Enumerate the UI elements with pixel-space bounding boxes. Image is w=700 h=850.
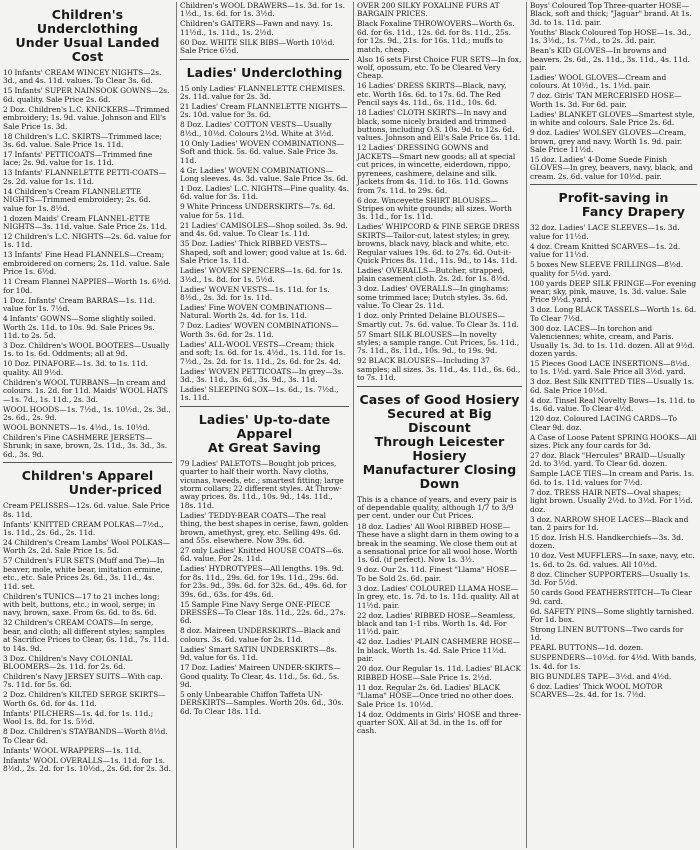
ad-item: 18 Ladies' CLOTH SKIRTS—In navy and black, some nicely braided and trimmed buttons, including O.S. 10s. 9d. to 12s. 6d. values. Johnson and Ell's Sale Price 6s. 11d. xyxy=(357,108,521,143)
ad-item: 4 Gr. Ladies' WOVEN COMBINATIONS—Long sleeves. 4s. 3d. value. Sale Price 3s. 6d. xyxy=(180,165,349,184)
ad-item: 3 Doz. Children's Navy COLONIAL BLOOMERS—2s. 11d. for 2s. 6d. xyxy=(3,653,133,672)
ad-item-list xyxy=(180,85,349,403)
ad-item: BIG BUNDLES TAPE—3½d. and 4½d. xyxy=(530,671,672,681)
ad-item: 3 doz. Long BLACK TASSELS—Worth 1s. 6d. To Clear 7½d. xyxy=(530,305,697,323)
heading-line: Children's Underclothing xyxy=(36,7,139,36)
ad-item: 1 dozen Maids' Cream FLANNEL-ETTE NIGHTS—3s. 11d. value. Sale Price 2s. 11d. xyxy=(3,213,168,232)
ad-item: WOOL BONNETS—1s. 4½d., 1s. 10½d. xyxy=(3,422,150,432)
ad-item: 7 doz. Girls' TAN MERCERISED HOSE—Worth 1s. 3d. For 6d. pair. xyxy=(530,91,682,109)
ad-item: 10 Doz. PINAFORE—1s. 3d. to 1s. 11d. quality. All 9½d. xyxy=(3,359,148,377)
ad-item: Children's Fine CASHMERE JERSETS—Shrunk; in saxe, brown, 2s. 11d., 3s. 3d., 3s. 6d., 3s. 9d. xyxy=(3,432,168,459)
ad-item: 12 Ladies' DRESSING GOWNS and JACKETS—Smart new goods; all at special cut prices, in wincette, eiderdown, rippo, pyrenees, cashmere, delaine and silk. Jackets from 4s. 11d. to 16s. 11d. Gowns from 7s. 11d. to 29s. 6d. xyxy=(357,143,516,195)
ad-item: Children's GAITERS—Fawn and navy. 1s. 11½d., 1s. 11d., 1s. 2½d. xyxy=(180,19,333,37)
ad-item: 8 Doz. Ladies' COTTON VESTS—Usually 8½d., 10½d. Colours 2½d. White at 3½d. xyxy=(180,120,334,138)
ad-item: 6 doz. Winceyette SHIRT BLOUSES—Stripes on white grounds; all sizes. Worth 3s. 11d., for 1s. 11d. xyxy=(357,195,512,222)
ad-item: 3 doz. Best Silk KNITTED TIES—Usually 1s. 6d. Sale Price 10½d. xyxy=(530,377,695,395)
ad-item: 8 doz. Clincher SUPPORTERS—Usually 1s. 3d. For 5½d. xyxy=(530,569,691,588)
heading-line: Secured at Big Discount xyxy=(387,405,492,435)
ad-item: 27 only Ladies' Knitted HOUSE COATS—6s. 6d. value. For 2s. 11d. xyxy=(180,546,344,564)
ad-item: 3 doz. Ladies' COLOURED LLAMA HOSE—In grey, etc. 1s. 7d. to 1s. 11d. quality. All at 11½d. pair. xyxy=(357,583,520,610)
ad-item: Boys' Coloured Top Three-quarter HOSE—Black, soft and thick; "Jaguar" brand. At 1s. 3d. to 1s. 11d. pair. xyxy=(530,2,692,27)
ad-item: Children's WOOL DRAWERS—1s. 3d. for 1s. 1½d., 1s. 6d. for 1s. 3½d. xyxy=(180,2,345,19)
ad-item: 32 Children's CREAM COATS—In serge, bear, and cloth; all different styles; samples at Sacrifice Prices to Clear, 6s. 11d., 7s. 11d. to 14s. 9d. xyxy=(3,618,170,653)
ad-item: 10 Infants' CREAM WINCEY NIGHTS—2s. 3d., and 4s. 11d. values. To Clear 3s. 6d. xyxy=(3,68,162,86)
ad-item: A Case of Loose Patent SPRING HOOKS—All sizes. Pick any four cards for 3d. xyxy=(530,432,697,450)
column-3 xyxy=(353,2,525,848)
ad-item: Ladies' BLANKET GLOVES—Smartest style, in white and colours. Sale Price 2s. 6d. xyxy=(530,109,695,128)
heading-line: Cases of Good Hosiery xyxy=(359,391,520,407)
ad-item: WOOL HOODS—1s. 7½d., 1s. 10½d., 2s. 3d., 2s. 6d., 2s. 9d. xyxy=(3,404,171,422)
ad-item: 18 Children's L.C. SKIRTS—Trimmed lace; 3s. 6d. value. Sale Price 1s. 11d. xyxy=(3,131,163,150)
ad-item: 32 doz. Ladies' LACE SLEEVES—1s. 3d. value for 11½d. xyxy=(530,223,680,241)
section-heading-ladies-apparel xyxy=(180,413,349,455)
ad-item: 13 Infants' FLANNELETTE PETTI-COATS—2s. 2d. value for 1s. 11d. xyxy=(3,168,167,186)
ad-item: Bean's KID GLOVES—In browns and beavers. 2s. 6d., 2s. 11d., 3s. 11d., 4s. 11d. pair. xyxy=(530,46,690,73)
ad-item: 35 Doz. Ladies' Thick RIBBED VESTS—Shaped, soft and lower; good value at 1s. 6d. Sale Price 1s. 11d. xyxy=(180,239,347,266)
ad-item: Infants' PILCHERS—1s. 4d. for 1s. 11d.; Wool 1s. 8d. for 1s. 5½d. xyxy=(3,708,154,727)
ad-item: 120 doz. Coloured LACING CARDS—To Clear 9d. doz. xyxy=(530,414,677,432)
ad-item: 4 doz. Cream Knitted SCARVES—1s. 2d. value for 11½d. xyxy=(530,241,681,260)
ad-item: 12 Children's L.C. NIGHTS—2s. 6d. value for 1s. 11d. xyxy=(3,232,171,250)
section-heading-childrens-underclothing xyxy=(3,8,172,64)
ad-item: 2 Doz. Children's L.C. KNICKERS—Trimmed embroidery; 1s. 9d. value. Johnson and Ell's Sale Price 1s. 3d. xyxy=(3,104,170,131)
ad-item: 16 Ladies' DRESS SKIRTS—Black, navy, etc. Worth 16s. 6d. to 17s. 6d. The Red Pencil says 4s. 11d., 6s. 11d., 10s. 6d. xyxy=(357,81,507,108)
ad-item: Ladies' WOOL GLOVES—Cream and colours. At 10½d., 1s. 1½d. pair. xyxy=(530,73,667,91)
ad-item: 9 doz. Ladies' WOLSEY GLOVES—Cream, brown, grey and navy. Worth 1s. 9d. pair. Sale Price 11½d. xyxy=(530,128,687,155)
section-heading-ladies-underclothing xyxy=(180,66,349,80)
ad-item: Ladies' WOVEN PETTICOATS—In grey—3s. 3d., 3s. 11d., 3s. 6d., 3s. 9d., 3s. 11d. xyxy=(180,366,344,384)
ad-item: 11 Cream Flannel NAPPIES—Worth 1s. 6½d. for 10d. xyxy=(3,277,171,295)
section-intro: This is a chance of years, and every pair is of dependable quality, although 1/7 to 3/9 per cent. under our Cut Prices. xyxy=(357,494,517,521)
ad-item: 300 doz. LACES—In torchon and Valenciennes; white, cream, and Paris. Usually 1s. 3d. to 1s. 11d. dozen. All at 9½d. dozen yards. xyxy=(530,323,695,358)
ad-item: 11 doz. Regular 2s. 6d. Ladies' BLACK "Llama" HOSE—Once tried no other does. Sale Price 1s. 10½d. xyxy=(357,682,514,709)
ad-item: 2 Doz. Children's KILTED SERGE SKIRTS—Worth 6s. 6d. for 4s. 11d. xyxy=(3,690,166,708)
ad-item: 1 Doz. Infants' Cream BARRAS—1s. 11d. value for 1s. 7½d. xyxy=(3,295,155,314)
ad-item: 8 doz. Maireen UNDERSKIRTS—Black and colours. 3s. 6d. value for 2s. 11d. xyxy=(180,626,341,644)
section-heading-good-hosiery xyxy=(357,393,522,491)
ad-item: 21 Ladies' Cream FLANNELETTE NIGHTS—2s. 10d. value for 3s. 6d. xyxy=(180,102,348,120)
section-divider xyxy=(180,59,349,60)
ad-item: 1 Doz. Ladies' L.C. NIGHTS—Fine quality. 4s. 6d. value for 3s. 11d. xyxy=(180,184,349,202)
ad-item: 15 Sample Fine Navy Serge ONE-PIECE DRESSES—To Clear 18s. 11d., 22s. 6d., 27s. 6d. xyxy=(180,599,346,626)
ad-item: Also 16 sets First Choice FUR SETS—In fox, wolf, opossum, etc. To be Cleared Very Cheap. xyxy=(357,54,522,81)
ad-item: 10 Only Ladies' WOVEN COMBINATIONS—Soft and thick. 5s. 6d. value. Sale Price 3s. 11d. xyxy=(180,138,345,165)
ad-item: 6 doz. Ladies' Thick WOOL MOTOR SCARVES—2s. 4d. for 1s. 7½d. xyxy=(530,681,663,700)
ad-item: 3 doz. Ladies' OVERALLS—In ginghams; some trimmed lace; Dutch styles. 3s. 6d. value. To Clear 2s. 11d. xyxy=(357,284,509,311)
ad-item: 24 Children's Cream Lambs' Wool POLKAS—Worth 2s. 2d. Sale Price 1s. 5d. xyxy=(3,537,171,556)
ad-item: Ladies' Fine WOVEN COMBINATIONS—Natural. Worth 2s. 4d. for 1s. 11d. xyxy=(180,302,332,321)
heading-line: At Great Saving xyxy=(208,439,321,455)
ad-item: 27 doz. Black "Hercules" BRAID—Usually 2d. to 3½d. yard. To Clear 6d. dozen. xyxy=(530,450,686,469)
ad-item: 3 Doz. Children's WOOL BOOTEES—Usually 1s. to 1s. 6d. Oddments; all at 9d. xyxy=(3,340,170,359)
column-2 xyxy=(176,2,352,848)
section-divider xyxy=(530,184,697,185)
section-divider xyxy=(180,406,349,407)
heading-line: Profit-saving in xyxy=(558,190,669,206)
ad-item: 5 only Unbearable Chiffon Taffeta UN-DERSKIRTS—Samples. Worth 20s. 6d., 30s. 6d. To Clear 18s. 11d. xyxy=(180,690,344,716)
ad-item: 57 Children's FUR SETS (Muff and Tie)—In beaver, mole, white bear, imitation ermine, etc., etc. Sale Prices 2s. 6d., 3s. 11d., 4s. 11d. set. xyxy=(3,556,165,591)
ad-item: 42 doz. Ladies' PLAIN CASHMERE HOSE—In black. Worth 1s. 4d. Sale Price 11½d. pair. xyxy=(357,637,521,664)
ad-item: Ladies' ALL-WOOL VESTS—Cream; thick and soft; 1s. 6d. for 1s. 4½d., 1s. 11d. for 1s. 7½d., 2s. 2d. for 1s. 11d., 2s. 6d. for 2s. 4d. xyxy=(180,339,346,366)
ad-item: Children's Navy JERSEY SUITS—With cap. 7s. 11d. for 5s. 6d. xyxy=(3,672,163,690)
ad-item-list xyxy=(180,460,349,717)
ad-item: OVER 200 SILKY FOXALINE FURS AT BARGAIN PRICES. xyxy=(357,2,500,19)
ad-item: 9 doz. Our 2s. 11d. Finest "Llama" HOSE—To be Sold 2s. 6d. pair. xyxy=(357,565,517,583)
section-heading-childrens-apparel xyxy=(3,469,172,497)
ad-item: 6d. SAFETY PINS—Some slightly tarnished. For 1d. box. xyxy=(530,606,694,625)
ad-item: Ladies' WHIPCORD & FINE SERGE DRESS SKIRTS—Tailor-cut, latest styles; in grey, browns, black navy, black and white, etc. Regular values 19s. 6d. to 27s. 6d. Out-it-Quick Prices 8s. 11d., 11s. 9d., to 14s. 11d. xyxy=(357,222,520,265)
ad-item: SUSPENDERS—10½d. for 4½d. With bands, 1s. 4d. for 1s. xyxy=(530,653,697,671)
heading-line: Children's Apparel xyxy=(21,468,154,484)
section-divider xyxy=(3,462,172,463)
ad-item: 57 Smart SILK BLOUSES—In novelty styles; a sample range. Cut Prices, 5s. 11d., 7s. 11d., 8s. 11d., 10s. 9d., to 19s. 9d. xyxy=(357,329,520,356)
ad-item: 9 White Princess UNDERSKIRTS—7s. 6d. value for 5s. 11d. xyxy=(180,202,336,220)
ad-item: Ladies' Smart SATIN UNDERSKIRTS—8s. 9d. value for 6s. 11d. xyxy=(180,644,337,663)
ad-item: Infants' WOOL OVERALLS—1s. 11d. for 1s. 8½d., 2s. 2d. for 1s. 10½d., 2s. 6d. for 2s. 3d. xyxy=(3,755,171,774)
ad-item: 60 Doz. WHITE SILK BIBS—Worth 10½d. Sale Price 6½d. xyxy=(180,37,335,56)
ad-item: Sample LACE TIES—In cream and Paris. 1s. 6d. to 1s. 11d. values for 7½d. xyxy=(530,469,695,487)
ad-item: 50 cards Good FEATHERSTITCH—To Clear 9d. card. xyxy=(530,588,692,606)
ad-item: 92 BLACK BLOUSES—Including 37 samples; all sizes. 3s. 11d., 4s. 11d., 6s. 6d., to 7s. 11d. xyxy=(357,356,521,383)
ad-item: 4 Infants' GOWNS—Some slightly soiled. Worth 2s. 11d. to 10s. 9d. Sale Prices 9s. 11d. to 2s. 5d. xyxy=(3,314,156,340)
ad-item: Black Foxaline THROWOVERS—Worth 6s. 6d. for 6s. 11d., 12s. 6d. for 8s. 11d., 25s. for 12s. 9d., 21s. for 16s. 11d.; muffs to match, cheap. xyxy=(357,19,515,54)
ad-item: Cream PELISSES—12s. 6d. value. Sale Price 8s. 11d. xyxy=(3,501,170,519)
ad-item: 21 Ladies' CAMISOLES—Shop soiled. 3s. 9d. and 4s. 6d. value. To Clear 1s. 11d. xyxy=(180,220,348,239)
ad-item: 17 Doz. Ladies' Maireen UNDER-SKIRTS—Good quality. To Clear, 4s. 11d., 5s. 6d., 5s. 9d. xyxy=(180,663,341,690)
ad-item-list xyxy=(530,2,697,181)
ad-item: 7 Doz. Ladies' WOVEN COMBINATIONS—Worth 3s. 6d. for 2s. 11d. xyxy=(180,321,339,339)
section-heading-fancy-drapery xyxy=(530,191,697,219)
ad-item: Infants' WOOL WRAPPERS—1s. 11d. xyxy=(3,745,142,755)
column-4 xyxy=(526,2,700,848)
ad-item: 14 doz. Oddments in Girls' HOSE and three-quarter SOX. All at 3d. in the 1s. off for cash. xyxy=(357,709,522,736)
heading-line: Through Leicester Hosiery xyxy=(374,433,505,463)
ad-item: Strong LINEN BUTTONS—Two cards for 1d. xyxy=(530,625,684,643)
ad-item: 22 doz. Ladies' RIBBED HOSE—Seamless, black and tan 1-1 ribs. Worth 1s. 4d. For 11½d. pair. xyxy=(357,610,516,637)
heading-line: Under-priced xyxy=(68,482,162,498)
ad-item: 1 doz. only Printed Delaine BLOUSES—Smartly cut. 7s. 6d. value. To Clear 3s. 11d. xyxy=(357,311,519,329)
ad-item-list xyxy=(3,502,172,773)
ad-item-list xyxy=(3,69,172,459)
ad-item: Ladies' WOVEN VESTS—1s. 11d. for 1s. 8½d., 2s. 3d. for 1s. 11d. xyxy=(180,284,330,302)
ad-item: PEARL BUTTONS—1d. dozen. xyxy=(530,643,644,653)
column-1 xyxy=(0,2,175,848)
ad-item: 15 doz. Ladies' 4-Dome Suede Finish GLOVES—In grey, beavers, navy, black, and cream. 2s. 6d. value for 10½d. pair. xyxy=(530,155,694,181)
section-divider xyxy=(357,386,522,387)
ad-item: 100 yards DEEP SILK FRINGE—For evening wear; sky, pink, mauve, 1s. 3d. value. Sale Price 9½d. yard. xyxy=(530,278,697,305)
ad-item: 8 Doz. Children's STAYBANDS—Worth 8½d. To Clear 6d. xyxy=(3,727,168,745)
ad-item: 15 only Ladies' FLANNELETTE CHEMISES. 2s. 11d. value for 2s. 3d. xyxy=(180,83,345,102)
ad-item: 15 Pieces Good LACE INSERTIONS—8½d. to 1s. 1½d. yard. Sale Price all 3½d. yard. xyxy=(530,358,690,377)
ad-item: Ladies' SLEEPING SOX—1s. 6d., 1s. 7½d., 1s. 11d. xyxy=(180,384,339,403)
ad-item: 18 doz. Ladies' All Wool RIBBED HOSE—These have a slight darn in them owing to a break in the seaming. We close them out at a sensational price for all wool hose. Worth 1s. 6d. (if perfect). Now 1s. 3½. xyxy=(357,521,519,565)
heading-line: Fancy Drapery xyxy=(581,204,685,220)
ad-item: Ladies' TEDDY-BEAR COATS—The real thing, the best shapes in cerise, fawn, golden brown, amethyst, grey, etc. Selling 49s. 6d. and 55s. elsewhere. Now 39s. 6d. xyxy=(180,510,349,545)
ad-item: Ladies' HYDROTYPES—All lengths. 19s. 9d. for 8s. 11d., 29s. 6d. for 19s. 11d., 29s. 6d. for 23s. 9d., 39s. 6d. for 32s. 6d., 49s. 6d. for 39s. 6d., 63s. for 49s. 6d. xyxy=(180,564,347,599)
ad-item: 10 doz. Vest MUFFLERS—In saxe, navy, etc. 1s. 6d. to 2s. 6d. values. All 10½d. xyxy=(530,551,695,569)
ad-item-list xyxy=(530,224,697,699)
ad-item: Youths' Black Coloured Top HOSE—1s. 3d., 1s. 3½d., 1s. 7½d., to 2s. 3d. pair. xyxy=(530,27,692,46)
ad-item: 5 boxes New SLEEVE FRILLINGS—8½d. quality for 5½d. yard. xyxy=(530,260,684,278)
ad-item: Infants' KNITTED CREAM POLKAS—7½d., 1s. 11d., 2s. 6d., 2s. 11d. xyxy=(3,519,164,537)
ad-item: 79 Ladies' PALETOTS—Bought job prices, quarter to half their worth. Navy cloths, vicunas, tweeds, etc.; smartest fitting; large storm collars; 22 different styles. At Throw-away prices. 8s. 11d., 10s. 9d., 14s. 11d., 18s. 11d. xyxy=(180,458,344,510)
ad-item: Ladies' WOVEN SPENCERS—1s. 6d. for 1s. 3½d., 1s. 8d. for 1s. 5½d. xyxy=(180,266,343,284)
ad-item: 17 Infants' PETTICOATS—Trimmed fine lace; 2s. 9d. value for 1s. 11d. xyxy=(3,150,153,168)
heading-line: Under Usual Landed Cost xyxy=(15,35,160,64)
ad-item: 7 doz. TRESS HAIR NETS—Oval shapes; light brown. Usually 2½d. to 3½d. For 1½d. doz. xyxy=(530,487,693,514)
ad-item: 15 Infants' SUPER NAINSOOK GOWNS—2s. 6d. quality. Sale Price 2s. 6d. xyxy=(3,86,170,104)
ad-item: Ladies' OVERALLS—Butcher, strapped, plain casement cloth. 2s. 2d. for 1s. 8½d. xyxy=(357,265,510,284)
ad-item: Children's WOOL TURBANS—In cream and colours. 1s. 2d. for 11d. Maids' WOOL HATS—1s. 7d., 1s. 11d., 2s. 3d. xyxy=(3,377,168,404)
ad-item: 3 doz. NARROW SHOE LACES—Black and tan. 2 pairs for 1d. xyxy=(530,514,689,532)
ad-item-list xyxy=(180,2,349,56)
ad-item: 4 doz. Tinsel Real Novelty Bows—1s. 11d. to 1s. 6d. value. To Clear 4½d. xyxy=(530,395,695,414)
ad-item: Children's TUNICS—17 to 21 inches long; with belt, buttons, etc.; in wool, serge; in navy, brown, saxe. From 6s. 6d. to 8s. 6d. xyxy=(3,591,160,618)
ad-item: 15 doz. Irish H.S. Handkerchiefs—3s. 3d. dozen. xyxy=(530,533,684,551)
ad-item: 13 Infants' Fine Head FLANNELS—Cream; embroidered on corners; 2s. 11d. value. Sale Price 1s. 6½d. xyxy=(3,250,170,277)
heading-line: Manufacturer Closing Down xyxy=(362,461,517,491)
ad-item: 14 Children's Cream FLANNELETTE NIGHTS—Trimmed embroidery; 2s. 6d. value for 1s. 8½d. xyxy=(3,186,151,213)
ad-item: 20 doz. Our Regular 1s. 11d. Ladies' BLACK RIBBED HOSE—Sale Price 1s. 2½d. xyxy=(357,664,522,682)
heading-line: Ladies' Underclothing xyxy=(186,64,343,80)
ad-item-list xyxy=(357,523,522,736)
heading-line: Ladies' Up-to-date Apparel xyxy=(198,411,331,441)
ad-item-list xyxy=(357,2,522,383)
